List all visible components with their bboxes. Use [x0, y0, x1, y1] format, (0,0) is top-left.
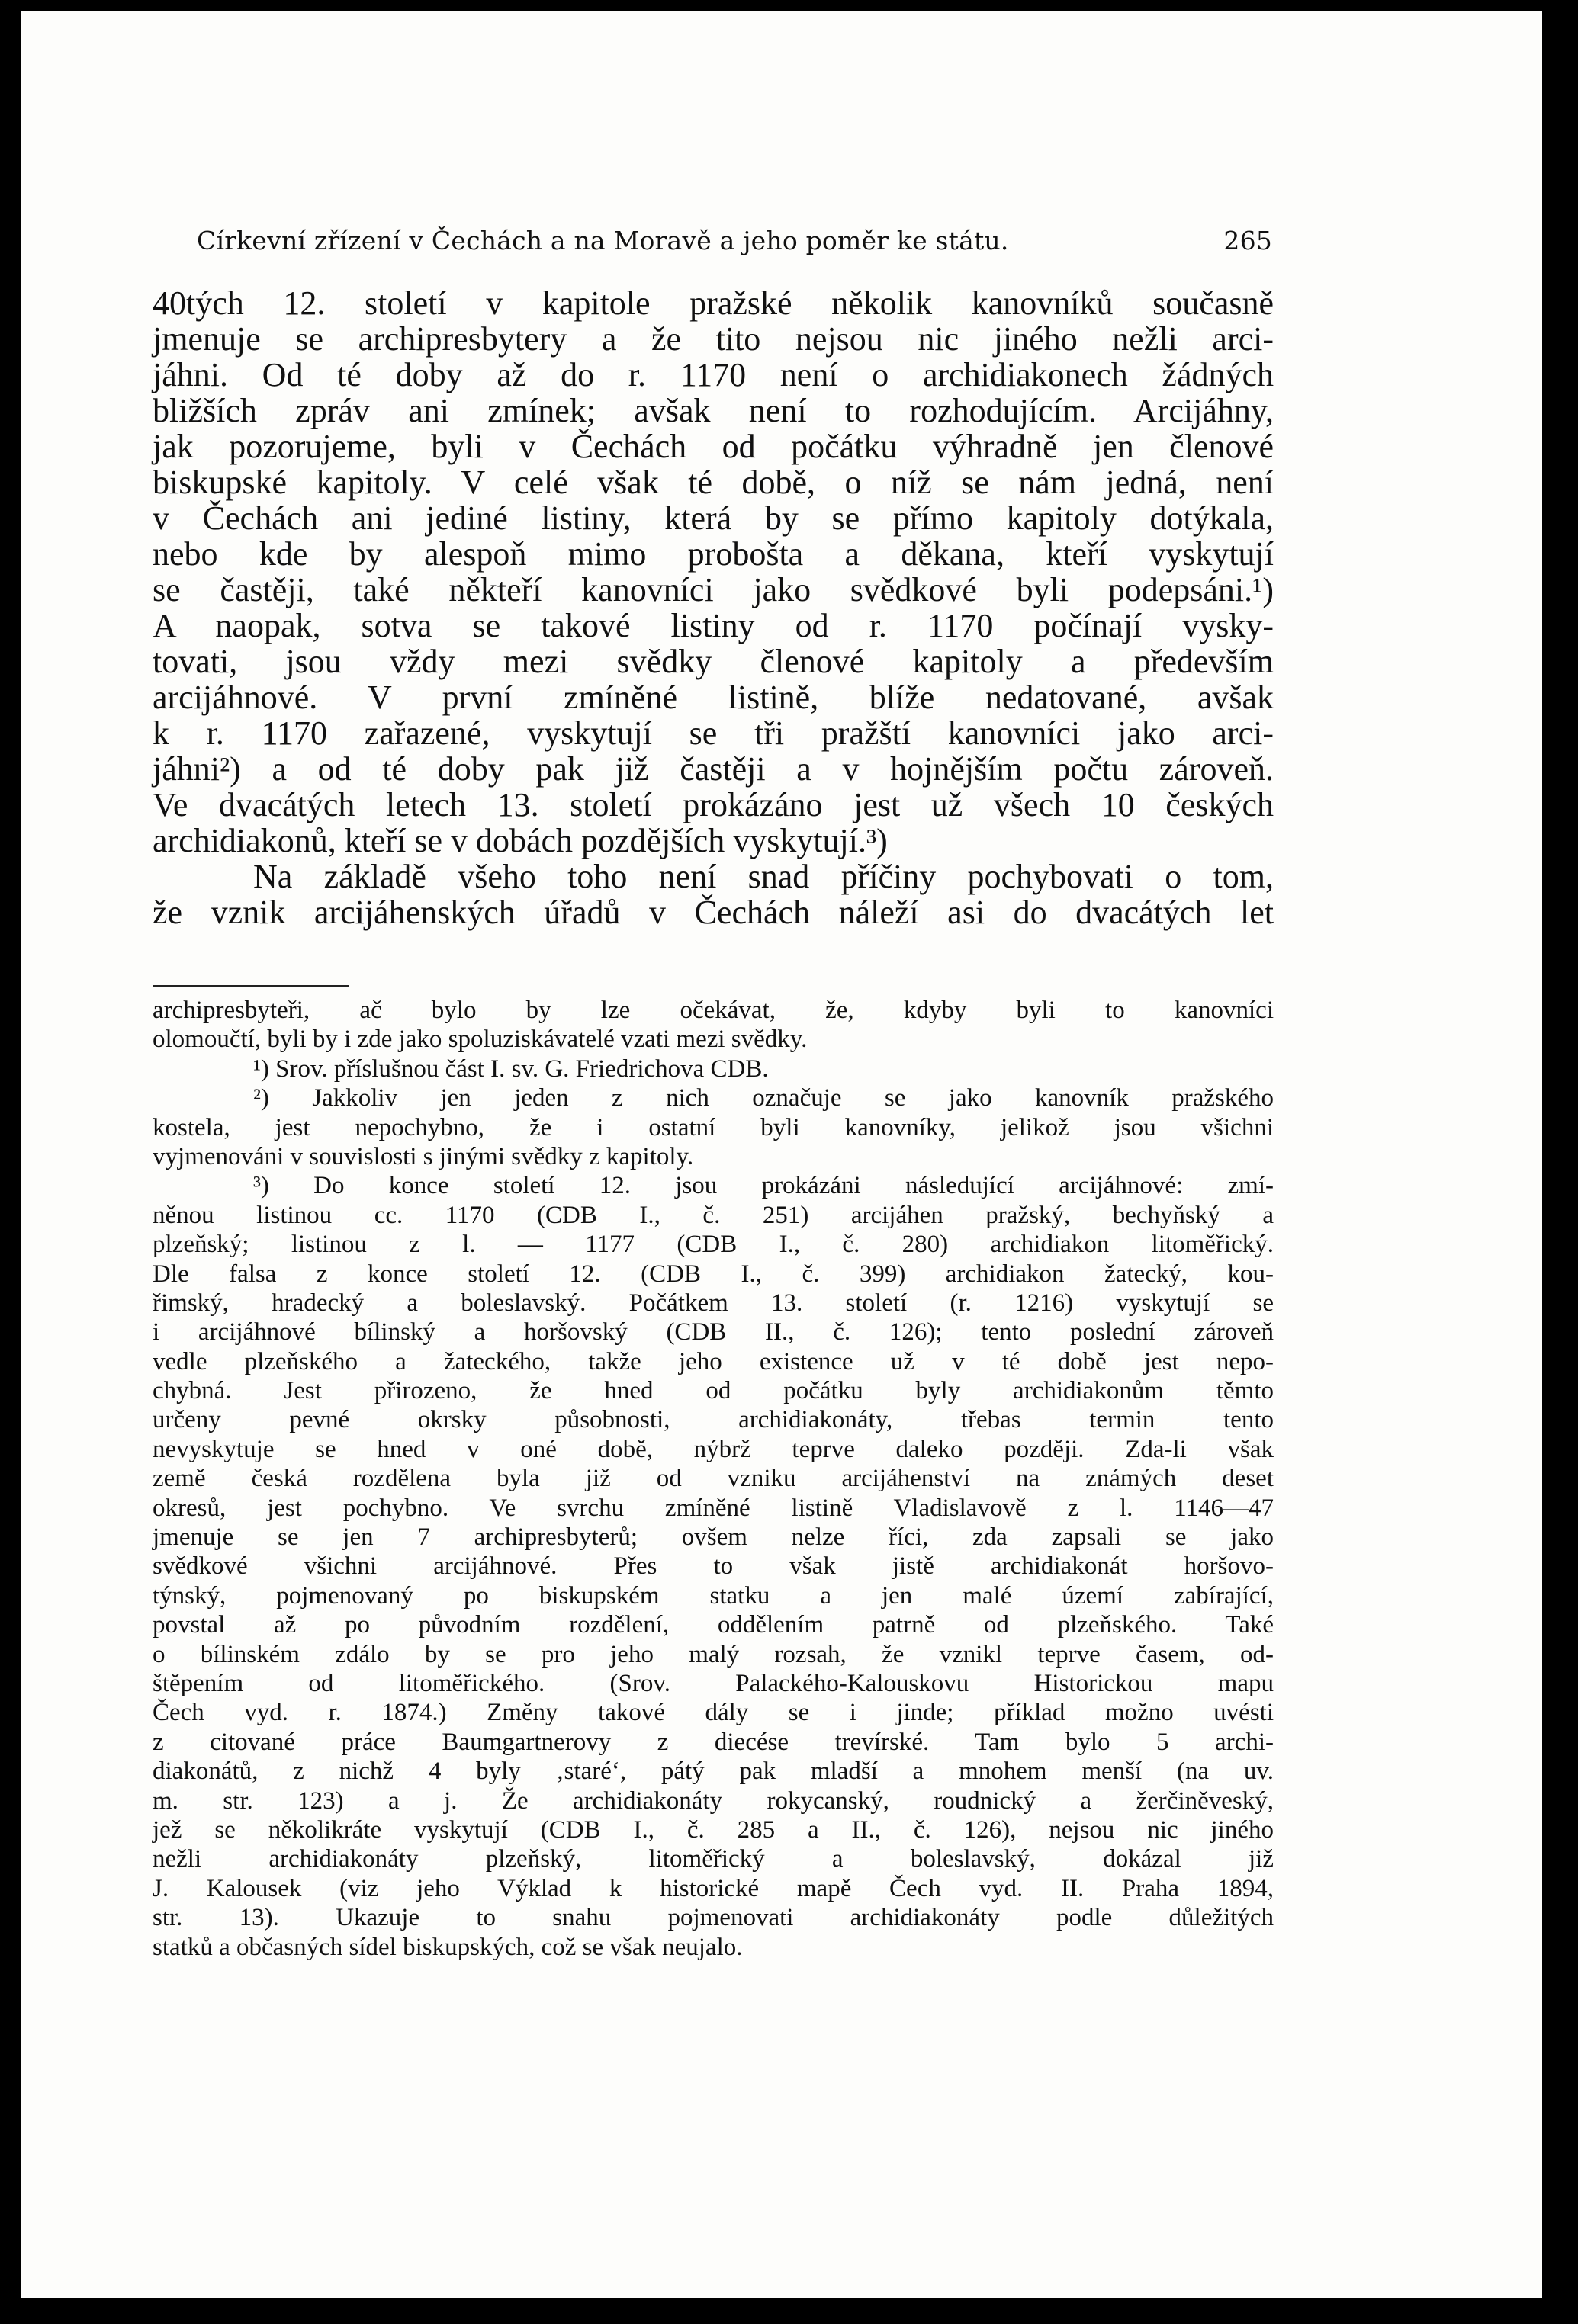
footnote-line: ³) Do konce století 12. jsou prokázáni následující arcijáhnové: zmí- — [253, 1172, 1274, 1200]
footnotes — [153, 996, 1274, 1962]
body-line: 40tých 12. století v kapitole pražské několik kanovníků současně — [153, 284, 1274, 322]
body-line: Ve dvacátých letech 13. století prokázáno jest už všech 10 českých — [153, 786, 1274, 823]
footnote-line: Dle falsa z konce století 12. (CDB I., č. 399) archidiakon žatecký, kou- — [153, 1260, 1274, 1288]
footnote-line: kostela, jest nepochybno, že i ostatní byli kanovníky, jelikož jsou všichni — [153, 1113, 1274, 1141]
main-text — [153, 285, 1274, 930]
body-line: k r. 1170 zařazené, vyskytují se tři pražští kanovníci jako arci- — [153, 714, 1274, 752]
body-line: Na základě všeho toho není snad příčiny pochybovati o tom, — [253, 858, 1274, 895]
body-line: jak pozorujeme, byli v Čechách od počátku výhradně jen členové — [153, 428, 1274, 465]
footnote-line: m. str. 123) a j. Že archidiakonáty rokycanský, roudnický a žerčiněveský, — [153, 1786, 1274, 1815]
footnote-line: týnský, pojmenovaný po biskupském statku a jen malé území zabírající, — [153, 1581, 1274, 1610]
footnote-line: nevyskytuje se hned v oné době, nýbrž teprve daleko později. Zda-li však — [153, 1435, 1274, 1463]
footnote-line: řimský, hradecký a boleslavský. Počátkem 13. století (r. 1216) vyskytují se — [153, 1289, 1274, 1317]
body-line: jáhni²) a od té doby pak již častěji a v hojnějším počtu zároveň. — [153, 750, 1274, 788]
body-line: že vznik arcijáhenských úřadů v Čechách náleží asi do dvacátých let — [153, 894, 1274, 931]
footnote-line: štěpením od litoměřického. (Srov. Palackého-Kalouskovu Historickou mapu — [153, 1669, 1274, 1697]
footnote-line: jmenuje se jen 7 archipresbyterů; ovšem nelze říci, zda zapsali se jako — [153, 1523, 1274, 1552]
body-line: bližších zpráv ani zmínek; avšak není to rozhodujícím. Arcijáhny, — [153, 392, 1274, 429]
body-line: tovati, jsou vždy mezi svědky členové kapitoly a především — [153, 643, 1274, 680]
footnote-line: povstal až po původním rozdělení, oddělením patrně od plzeňského. Také — [153, 1611, 1274, 1639]
body-line: jmenuje se archipresbytery a že tito nejsou nic jiného nežli arci- — [153, 320, 1274, 358]
footnote-line: svědkové všichni arcijáhnové. Přes to však jistě archidiakonát horšovo- — [153, 1552, 1274, 1581]
body-line: se častěji, také někteří kanovníci jako svědkové byli podepsáni.¹) — [153, 571, 1274, 608]
footnote-line: určeny pevné okrsky působnosti, archidiakonáty, třebas termin tento — [153, 1406, 1274, 1434]
footnote-line: vyjmenováni v souvislosti s jinými svědky z kapitoly. — [153, 1142, 694, 1170]
footnote-line: chybná. Jest přirozeno, že hned od počátku byly archidiakonům těmto — [153, 1377, 1274, 1405]
header-title: Církevní zřízení v Čechách a na Moravě a jeho poměr ke státu. — [197, 226, 1009, 255]
footnote-line: země česká rozdělena byla již od vzniku arcijáhenství na známých deset — [153, 1465, 1274, 1493]
footnote-line: statků a občasných sídel biskupských, což se však neujalo. — [153, 1933, 743, 1961]
footnote-line: str. 13). Ukazuje to snahu pojmenovati archidiakonáty podle důležitých — [153, 1904, 1274, 1932]
footnote-line: ²) Jakkoliv jen jeden z nich označuje se jako kanovník pražského — [253, 1084, 1274, 1112]
footnote-line: nežli archidiakonáty plzeňský, litoměřický a boleslavský, dokázal již — [153, 1845, 1274, 1873]
body-line: arcijáhnové. V první zmíněné listině, blíže nedatované, avšak — [153, 679, 1274, 716]
page-number: 265 — [1223, 226, 1272, 255]
footnote-separator — [153, 985, 349, 987]
footnote-line: J. Kalousek (viz jeho Výklad k historické mapě Čech vyd. II. Praha 1894, — [153, 1874, 1274, 1902]
footnote-line: jež se několikráte vyskytují (CDB I., č. 285 a II., č. 126), nejsou nic jiného — [153, 1815, 1274, 1844]
body-line: v Čechách ani jediné listiny, která by se přímo kapitoly dotýkala, — [153, 499, 1274, 537]
running-header — [197, 226, 1272, 255]
footnote-line: plzeňský; listinou z l. — 1177 (CDB I., č. 280) archidiakon litoměřický. — [153, 1231, 1274, 1259]
footnote-line: archipresbyteři, ač bylo by lze očekávat, že, kdyby byli to kanovníci — [153, 997, 1274, 1024]
body-line: nebo kde by alespoň mimo probošta a děkana, kteří vyskytují — [153, 535, 1274, 573]
footnote-line: diakonátů, z nichž 4 byly ‚staré‘, pátý pak mladší a mnohem menší (na uv. — [153, 1757, 1274, 1786]
footnote-line: z citované práce Baumgartnerovy z diecése trevírské. Tam bylo 5 archi- — [153, 1728, 1274, 1756]
footnote-line: něnou listinou cc. 1170 (CDB I., č. 251) arcijáhen pražský, bechyňský a — [153, 1201, 1274, 1229]
body-line: jáhni. Od té doby až do r. 1170 není o archidiakonech žádných — [153, 356, 1274, 393]
footnote-line: ¹) Srov. příslušnou část I. sv. G. Friedrichova CDB. — [253, 1054, 769, 1083]
footnote-line: olomoučtí, byli by i zde jako spoluziskávatelé vzati mezi svědky. — [153, 1026, 808, 1054]
body-line: A naopak, sotva se takové listiny od r. 1170 počínají vysky- — [153, 607, 1274, 644]
footnote-line: Čech vyd. r. 1874.) Změny takové dály se i jinde; příklad možno uvésti — [153, 1699, 1274, 1727]
body-line: biskupské kapitoly. V celé však té době, o níž se nám jedná, není — [153, 464, 1274, 501]
footnote-line: o bílinském zdálo by se pro jeho malý rozsah, že vznikl teprve časem, od- — [153, 1640, 1274, 1668]
footnote-line: vedle plzeňského a žateckého, takže jeho existence už v té době jest nepo- — [153, 1347, 1274, 1375]
body-line: archidiakonů, kteří se v dobách pozdějších vyskytují.³) — [153, 822, 888, 859]
footnote-line: i arcijáhnové bílinský a horšovský (CDB II., č. 126); tento poslední zároveň — [153, 1318, 1274, 1347]
footnote-line: okresů, jest pochybno. Ve svrchu zmíněné listině Vladislavově z l. 1146—47 — [153, 1494, 1274, 1522]
